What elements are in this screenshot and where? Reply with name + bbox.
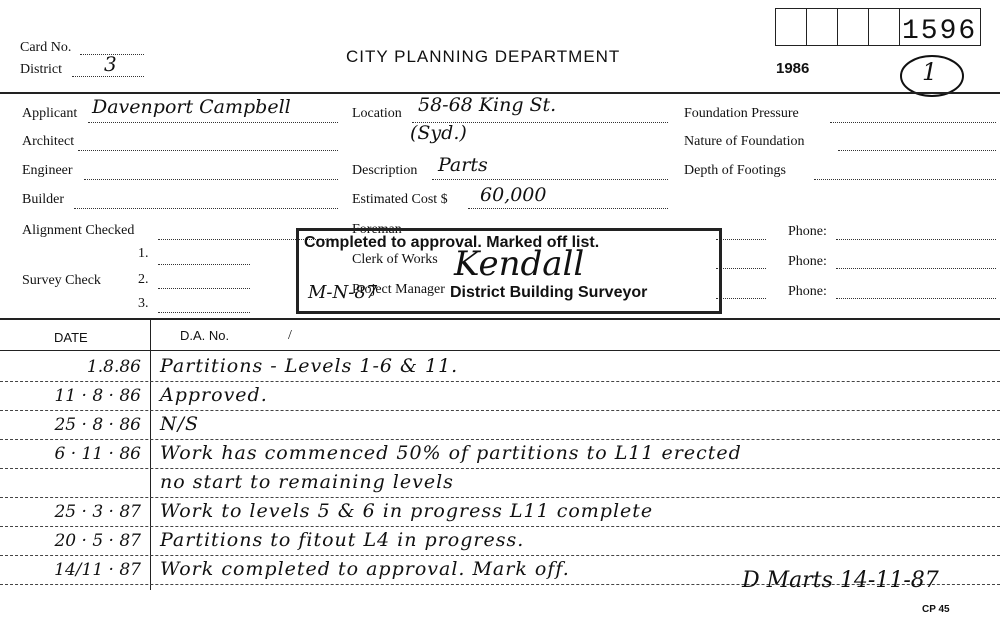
pressure-label: Foundation Pressure [684, 106, 799, 121]
stamp-initials: M-N-87 [308, 282, 378, 303]
foreman-line [716, 239, 766, 240]
depth-line [814, 179, 996, 180]
page-title: CITY PLANNING DEPARTMENT [346, 47, 621, 66]
form-code: CP 45 [922, 604, 950, 615]
log-row-rule [0, 526, 1000, 527]
card-number: 1596 [902, 16, 978, 47]
location-label: Location [352, 106, 402, 121]
log-row-rule [0, 468, 1000, 469]
location-value: 58-68 King St. [418, 94, 557, 116]
log-entry-date: 25 · 3 · 87 [54, 502, 141, 522]
phone-label-3: Phone: [788, 284, 827, 299]
log-entry-text: N/S [160, 413, 200, 435]
phone-label-2: Phone: [788, 254, 827, 269]
depth-label: Depth of Footings [684, 163, 786, 178]
alignment-label: Alignment Checked [22, 223, 135, 238]
location-value-2: (Syd.) [410, 122, 467, 144]
builder-line [74, 208, 338, 209]
applicant-value: Davenport Campbell [92, 96, 291, 118]
pm-label: Project Manager [352, 282, 445, 297]
nature-line [838, 150, 996, 151]
log-entry-date: 1.8.86 [86, 357, 141, 377]
survey-item-1: 1. [138, 246, 149, 261]
log-entry-date: 11 · 8 · 86 [54, 386, 141, 406]
survey-line-2 [158, 288, 250, 289]
log-entry-date: 14/11 · 87 [54, 560, 141, 580]
cost-value: 60,000 [480, 184, 547, 206]
pm-line [716, 298, 766, 299]
log-row-rule [0, 381, 1000, 382]
log-entry-text: Work completed to approval. Mark off. [160, 558, 570, 580]
pressure-line [830, 122, 996, 123]
builder-label: Builder [22, 192, 64, 207]
phone-line-2 [836, 268, 996, 269]
date-column-divider [150, 318, 151, 590]
description-value: Parts [438, 154, 488, 176]
architect-line [78, 150, 338, 151]
circled-number: 1 [922, 58, 938, 86]
foreman-label: Foreman [352, 222, 402, 237]
survey-label: Survey Check [22, 273, 101, 288]
year: 1986 [776, 60, 810, 77]
log-row-rule [0, 497, 1000, 498]
district-value: 3 [104, 52, 117, 76]
survey-line-1 [158, 264, 250, 265]
engineer-label: Engineer [22, 163, 73, 178]
log-entry-text: Partitions - Levels 1-6 & 11. [160, 355, 459, 377]
district-line [72, 76, 144, 77]
log-entry-text: no start to remaining levels [160, 471, 454, 493]
log-row-rule [0, 555, 1000, 556]
district-label: District [20, 62, 62, 77]
applicant-line [88, 122, 338, 123]
cost-label: Estimated Cost $ [352, 192, 448, 207]
log-entry-text: Work to levels 5 & 6 in progress L11 complete [160, 500, 654, 522]
date-header: DATE [54, 330, 88, 345]
stamp-signature: Kendall [454, 244, 585, 284]
da-label: D.A. No. [180, 328, 230, 343]
phone-line-1 [836, 239, 996, 240]
description-label: Description [352, 163, 418, 178]
applicant-label: Applicant [22, 106, 78, 121]
card-no-label: Card No. [20, 40, 72, 55]
log-row-rule [0, 410, 1000, 411]
survey-item-2: 2. [138, 272, 149, 287]
log-entry-date: 20 · 5 · 87 [54, 531, 141, 551]
clerk-line [716, 268, 766, 269]
description-line [432, 179, 668, 180]
log-entry-date: 25 · 8 · 86 [54, 415, 141, 435]
stamp-line-1: Completed to approval. Marked off list. [304, 234, 600, 251]
survey-item-3: 3. [138, 296, 149, 311]
phone-line-3 [836, 298, 996, 299]
stamp-line-2: District Building Surveyor [450, 284, 648, 301]
survey-line-3 [158, 312, 250, 313]
nature-label: Nature of Foundation [684, 134, 805, 149]
cost-line [468, 208, 668, 209]
closing-signature: D Marts 14-11-87 [742, 568, 939, 593]
log-row-rule [0, 439, 1000, 440]
log-entry-text: Partitions to fitout L4 in progress. [160, 529, 525, 551]
log-entry-text: Work has commenced 50% of partitions to L11 erected [160, 442, 742, 464]
architect-label: Architect [22, 134, 75, 149]
phone-label-1: Phone: [788, 224, 827, 239]
engineer-line [84, 179, 338, 180]
log-entry-text: Approved. [160, 384, 268, 406]
da-value: / [288, 328, 292, 343]
log-entry-date: 6 · 11 · 86 [54, 444, 141, 464]
clerk-label: Clerk of Works [352, 252, 438, 267]
